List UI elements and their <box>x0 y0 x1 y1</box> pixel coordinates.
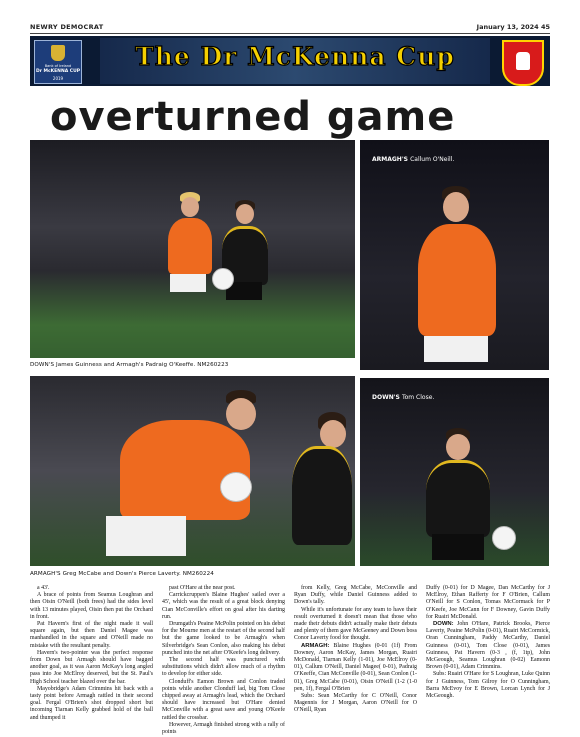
article-paragraph <box>162 722 285 736</box>
paragraph-text: Duffy (0-01) for D Magee, Dan McCarthy for J McElroy, Ethan Rafferty for F O'Brien, Callum O'Neill for S Conlon, Tomas McCormack for P O'Keefe, Joe McCann for F Downey, Gavin Duffy for Ruairi McDonald. <box>426 585 550 620</box>
paragraph-text: The second half was punctured with substitutions which didn't allow much of a rhythm to develop for either side. <box>162 657 285 678</box>
logo-competition-text: Dr McKENNA CUP <box>35 69 81 74</box>
article-paragraph <box>162 657 285 679</box>
photo-tag-team: ARMAGH'S <box>372 156 408 163</box>
photo-tom-close <box>360 378 549 566</box>
paragraph-text: While it's unfortunate for any team to have their result overturned it doesn't mean that those who made their debuts didn't actually make their debuts and plenty of them gave McGeeney and Down boss Conor Laverty food for thought. <box>294 606 417 642</box>
photo-guinness-okeeffe <box>30 140 355 358</box>
article-paragraph <box>30 621 153 650</box>
article-paragraph <box>162 592 285 621</box>
player-head <box>226 398 256 430</box>
article-column-3 <box>294 585 417 715</box>
football <box>492 526 516 550</box>
paragraph-text: Havern's two-pointer was the perfect response from Down but Armagh should have bagged another goal, as it was Aaron McKay's long angled pass into Joe McElroy deserved, but the St. Paul's High School teacher blazed over the bar. <box>30 649 153 685</box>
paragraph-text: A brace of points from Seamus Loughran and then Oisin O'Neill (both frees) had the sides level with 13 minutes played, Oisin then put the Orchard in front. <box>30 592 153 620</box>
paragraph-text: Drumgath's Peaine McPolin pointed on his debut for the Mourne men at the restart of the second half but the game looked to be Armagh's when Silverbridge's Sean Conlon, also making his debut punched into the net after O'Keefe's long delivery. <box>162 621 285 656</box>
player-head <box>443 192 469 222</box>
article-paragraph <box>426 621 550 671</box>
article-paragraph <box>30 592 153 621</box>
ulster-crest-icon <box>502 40 544 86</box>
paragraph-text: from Kelly, Greg McCabe, McConville and Ryan Duffy, while Daniel Guinness added to Down's tally. <box>294 585 417 606</box>
article-paragraph <box>162 585 285 592</box>
team-lineup-label: DOWN: <box>433 621 454 628</box>
paragraph-text: Carrickcruppen's Blaine Hughes' sailed over a 45', which was the result of a great block denying Cian McConville's effort on goal after his darting run. <box>162 592 285 620</box>
football <box>220 472 252 502</box>
mckenna-cup-logo <box>34 40 82 84</box>
paragraph-text: Mayobridge's Adam Crimmins hit back with a tasty point before Armagh rattled in their second goal. Fergal O'Brien's shot dropped short but incoming Tiarnan Kelly grabbed hold of the ball and thumped it <box>30 685 153 721</box>
paragraph-text: a 43'. <box>37 585 50 591</box>
paragraph-text: John O'Hare, Patrick Brooks, Pierce Laverty, Peaine McPolin (0-01), Ruairi McCormick, Oran Cunningham, Paddy McCarthy, Daniel Guinness (0-01), Tom Close (0-01), James Guinness, Pat Havern (0-3 , (f, 1tp), John McGeough, Seamus Loughran (0-02) Eamonn Brown (0-01), Adam Crimmins. <box>426 621 550 671</box>
photo-tag-player: Tom Close. <box>401 394 435 401</box>
article-paragraph <box>294 693 417 715</box>
article-paragraph <box>162 621 285 657</box>
article-paragraph <box>426 585 550 621</box>
trophy-icon <box>51 45 65 61</box>
logo-sponsor-text: Bank of Ireland <box>44 64 72 68</box>
photo-callum-oneill <box>360 140 549 370</box>
photo-tag <box>372 156 454 163</box>
black-jersey <box>426 460 490 537</box>
logo-year-text: 2019 <box>52 76 64 81</box>
paragraph-text: past O'Hare at the near post. <box>169 585 236 591</box>
player-head <box>181 197 199 217</box>
football <box>212 268 234 290</box>
orange-jersey <box>120 420 250 520</box>
paragraph-text: Subs: Ruairi O'Hare for S Loughran, Luke Quinn for J Guinness, Tom Gilroy for O Cunningham, Barra McEvoy for E Brown, Lorcan Lynch for J McGeough. <box>426 671 550 700</box>
paragraph-text: Subs: Sean McCarthy for C O'Neill, Conor Magennis for J Morgan, Aaron O'Neill for O O'Neill, Ryan <box>294 693 417 714</box>
article-paragraph <box>30 686 153 722</box>
article-paragraph <box>162 679 285 722</box>
article-column-2 <box>162 585 285 736</box>
article-paragraph <box>294 643 417 693</box>
article-paragraph <box>294 585 417 607</box>
publication-name: NEWRY DEMOCRAT <box>30 23 104 31</box>
black-jersey <box>292 446 352 545</box>
paragraph-text: Clonduff's Eamon Brown and Conlon traded points while another Clonduff lad, big Tom Close chipped away at Armagh's lead, which the Orchard should have increased but O'Hare denied McConville with a great save and young O'Keefe rattled the crossbar. <box>162 678 285 721</box>
paragraph-text: Pat Havern's first of the night made it wall square again, but then Daniel Magee was manhandled in the square and O'Neill made no mistake with the resultant penalty. <box>30 621 153 649</box>
player-head <box>446 434 470 460</box>
white-shorts <box>170 274 206 292</box>
paragraph-text: However, Armagh finished strong with a rally of points <box>162 721 285 736</box>
article-paragraph <box>30 650 153 686</box>
player-head <box>320 420 346 448</box>
orange-jersey <box>168 218 212 274</box>
article-headline: overturned game <box>50 94 456 140</box>
photo-tag-player: Callum O'Neill. <box>410 156 455 163</box>
article-column-1 <box>30 585 153 722</box>
photo-tag-team: DOWN'S <box>372 394 400 401</box>
orange-jersey <box>418 224 496 336</box>
section-banner <box>30 36 550 86</box>
article-paragraph <box>426 671 550 700</box>
red-hand-icon <box>516 52 530 70</box>
black-shorts <box>432 534 484 560</box>
photo-mccabe-laverty <box>30 376 355 566</box>
photo-tag <box>372 394 434 401</box>
article-column-4 <box>426 585 550 700</box>
white-shorts <box>106 516 186 556</box>
banner-title: The Dr McKenna Cup <box>135 42 455 71</box>
header-rule <box>30 33 550 34</box>
player-head <box>236 204 254 224</box>
paragraph-text: Blaine Hughes (0-01 (1f) From Downey, Aaron McKay, James Morgan, Ruairi McDonald, Tiarnan Kelly (1-01), Joe McElroy (0-01), Callum O'Neill, Daniel Magee( 0-01), Padraig O'Keeffe, Cian McConville (0-01), Sean Conlon (1-01), Greg McCabe (0-01), Oisin O'Neill (1-2 (1-0 pen, 1f), Fergal O'Brien <box>294 642 417 692</box>
team-lineup-label: ARMAGH: <box>301 642 330 649</box>
white-shorts <box>424 336 488 362</box>
photo-caption-3: ARMAGH'S Greg McCabe and Down's Pierce Laverty. NM260224 <box>30 571 214 577</box>
photo-caption-1: DOWN'S James Guinness and Armagh's Padraig O'Keeffe. NM260223 <box>30 362 229 368</box>
article-paragraph <box>294 607 417 643</box>
date-and-page-number: January 13, 2024 45 <box>476 23 550 31</box>
